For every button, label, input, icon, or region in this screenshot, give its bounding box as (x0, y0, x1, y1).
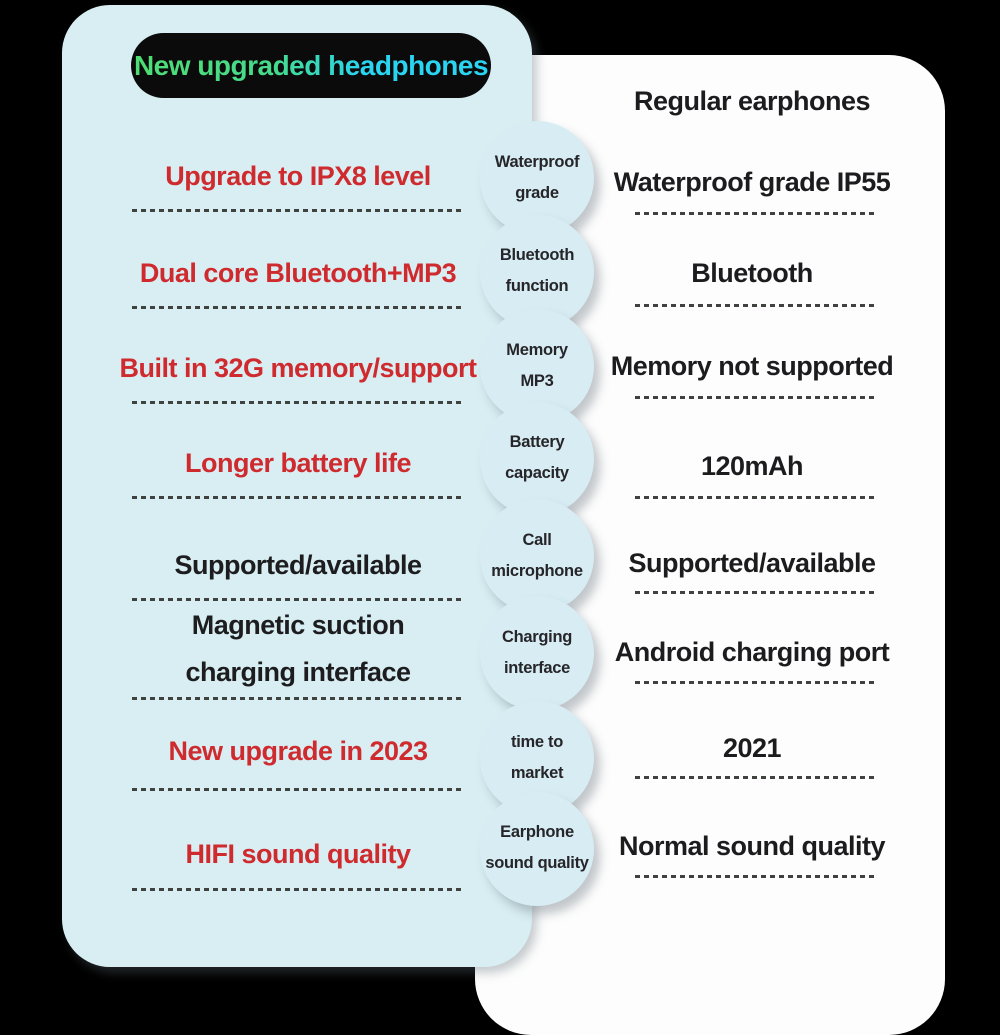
regular-feature-value: Bluetooth (691, 258, 813, 288)
feature-name-line2: capacity (505, 464, 569, 482)
divider (132, 306, 464, 309)
feature-name-line2: interface (503, 659, 571, 677)
divider (132, 697, 464, 700)
divider (635, 776, 878, 779)
divider (635, 304, 878, 307)
feature-name-line1: time to (511, 733, 563, 751)
regular-feature-value: Supported/available (628, 548, 876, 578)
regular-feature-value: Android charging port (614, 637, 890, 667)
feature-name-line1: Earphone (500, 823, 574, 841)
divider (132, 888, 464, 891)
regular-feature-value: Memory not supported (610, 351, 894, 381)
feature-name-line2: grade (515, 184, 559, 202)
divider (132, 209, 464, 212)
regular-feature-value: 120mAh (700, 451, 804, 481)
feature-name-line1: Battery (509, 433, 565, 451)
divider (635, 212, 878, 215)
feature-name-line1: Waterproof (494, 153, 580, 171)
divider (635, 396, 878, 399)
upgraded-headphones-panel (62, 5, 532, 967)
upgraded-feature-value: HIFI sound quality (185, 839, 411, 869)
upgraded-feature-value: Upgrade to IPX8 level (165, 161, 431, 191)
feature-name-line2: market (510, 764, 564, 782)
divider (132, 788, 464, 791)
feature-name-line1: Bluetooth (499, 246, 575, 264)
upgraded-feature-value: Supported/available (174, 550, 422, 580)
divider (635, 875, 878, 878)
divider (132, 401, 464, 404)
divider (635, 496, 878, 499)
feature-name-line2: function (505, 277, 569, 295)
upgraded-headphones-title: New upgraded headphones (133, 49, 489, 81)
regular-feature-value: Normal sound quality (618, 831, 886, 861)
regular-feature-value: Waterproof grade IP55 (613, 167, 891, 197)
regular-earphones-title: Regular earphones (633, 86, 871, 116)
upgraded-feature-value-line2: charging interface (185, 657, 411, 687)
feature-name-line1: Memory (506, 341, 568, 359)
upgraded-feature-value: New upgrade in 2023 (168, 736, 428, 766)
divider (132, 598, 464, 601)
upgraded-feature-value: Built in 32G memory/support (119, 353, 477, 383)
divider (635, 591, 878, 594)
regular-feature-value: 2021 (722, 733, 782, 763)
upgraded-headphones-title-badge (131, 33, 491, 98)
upgraded-feature-value: Dual core Bluetooth+MP3 (139, 258, 457, 288)
upgraded-feature-value: Longer battery life (184, 448, 412, 478)
divider (635, 681, 878, 684)
feature-name-line2: sound quality (485, 854, 589, 872)
upgraded-feature-value-line1: Magnetic suction (191, 610, 405, 640)
upgraded-feature-value (98, 602, 498, 696)
feature-name-line2: microphone (491, 562, 583, 580)
feature-name-line1: Call (522, 531, 552, 549)
feature-name-line1: Charging (501, 628, 572, 646)
feature-name-line2: MP3 (520, 372, 554, 390)
divider (132, 496, 464, 499)
